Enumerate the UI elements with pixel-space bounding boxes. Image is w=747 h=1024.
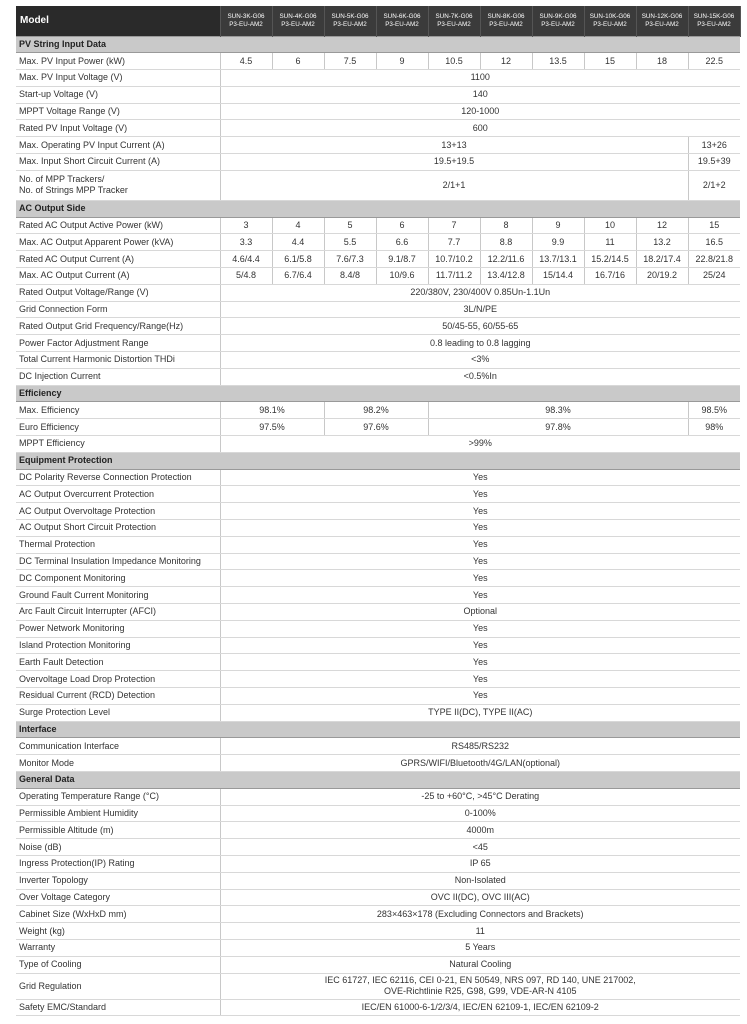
model-value: 9 xyxy=(376,53,428,70)
model-value: 12 xyxy=(480,53,532,70)
row-label: Monitor Mode xyxy=(16,755,220,772)
spec-row xyxy=(16,284,740,301)
spec-row xyxy=(16,923,740,940)
model-value: 6.1/5.8 xyxy=(272,251,324,268)
row-label: AC Output Overvoltage Protection xyxy=(16,503,220,520)
spec-row xyxy=(16,301,740,318)
spec-row xyxy=(16,318,740,335)
model-name: SUN-7K-G06 P3-EU-AM2 xyxy=(428,6,480,36)
model-value: 8.4/8 xyxy=(324,268,376,285)
spec-row xyxy=(16,654,740,671)
row-label: Max. Efficiency xyxy=(16,402,220,419)
spec-row xyxy=(16,687,740,704)
section-title: Efficiency xyxy=(16,385,740,402)
row-value: 120-1000 xyxy=(220,103,740,120)
row-label: Rated Output Voltage/Range (V) xyxy=(16,284,220,301)
row-value: >99% xyxy=(220,436,740,453)
spec-row xyxy=(16,486,740,503)
spec-row xyxy=(16,53,740,70)
spec-row xyxy=(16,855,740,872)
row-value: 13+13 xyxy=(220,137,688,154)
model-value: 15.2/14.5 xyxy=(584,251,636,268)
row-label: Over Voltage Category xyxy=(16,889,220,906)
spec-row xyxy=(16,335,740,352)
row-value: OVC II(DC), OVC III(AC) xyxy=(220,889,740,906)
row-value: RS485/RS232 xyxy=(220,738,740,755)
model-value: 7 xyxy=(428,217,480,234)
row-value: Yes xyxy=(220,520,740,537)
model-value: 3.3 xyxy=(220,234,272,251)
spec-row xyxy=(16,70,740,87)
row-value: <45 xyxy=(220,839,740,856)
row-value: Natural Cooling xyxy=(220,956,740,973)
model-name: SUN-3K-G06 P3-EU-AM2 xyxy=(220,6,272,36)
spec-row xyxy=(16,671,740,688)
model-value: 10/9.6 xyxy=(376,268,428,285)
row-value: 97.6% xyxy=(324,419,428,436)
spec-row xyxy=(16,805,740,822)
spec-row xyxy=(16,536,740,553)
spec-row xyxy=(16,999,740,1016)
section-ac xyxy=(16,200,740,217)
row-label: Euro Efficiency xyxy=(16,419,220,436)
row-label: Thermal Protection xyxy=(16,536,220,553)
spec-row xyxy=(16,120,740,137)
row-value: 2/1+2 xyxy=(688,170,740,200)
row-label: Weight (kg) xyxy=(16,923,220,940)
spec-row xyxy=(16,872,740,889)
section-efficiency xyxy=(16,385,740,402)
row-label: Power Factor Adjustment Range xyxy=(16,335,220,352)
row-label: Total Current Harmonic Distortion THDi xyxy=(16,352,220,369)
row-value: 4000m xyxy=(220,822,740,839)
row-label: AC Output Overcurrent Protection xyxy=(16,486,220,503)
section-interface xyxy=(16,721,740,738)
spec-row xyxy=(16,637,740,654)
section-title: AC Output Side xyxy=(16,200,740,217)
model-value: 4.4 xyxy=(272,234,324,251)
row-value: Yes xyxy=(220,620,740,637)
spec-row xyxy=(16,251,740,268)
row-value: 283×463×178 (Excluding Connectors and Brackets) xyxy=(220,906,740,923)
spec-row xyxy=(16,553,740,570)
model-value: 5/4.8 xyxy=(220,268,272,285)
row-label: Max. PV Input Voltage (V) xyxy=(16,70,220,87)
spec-row xyxy=(16,368,740,385)
section-pv xyxy=(16,36,740,53)
row-label: Communication Interface xyxy=(16,738,220,755)
model-value: 15 xyxy=(688,217,740,234)
model-value: 8.8 xyxy=(480,234,532,251)
row-value: <0.5%In xyxy=(220,368,740,385)
model-value: 4.5 xyxy=(220,53,272,70)
row-label: Grid Regulation xyxy=(16,973,220,999)
row-label: Arc Fault Circuit Interrupter (AFCI) xyxy=(16,604,220,621)
spec-row xyxy=(16,520,740,537)
row-value: 19.5+39 xyxy=(688,154,740,171)
row-value: Yes xyxy=(220,486,740,503)
row-label: Permissible Ambient Humidity xyxy=(16,805,220,822)
row-value: Yes xyxy=(220,687,740,704)
model-value: 4.6/4.4 xyxy=(220,251,272,268)
section-protection xyxy=(16,452,740,469)
spec-table xyxy=(16,6,741,1016)
row-value: GPRS/WIFI/Bluetooth/4G/LAN(optional) xyxy=(220,755,740,772)
row-value: Yes xyxy=(220,553,740,570)
spec-row xyxy=(16,973,740,999)
row-label: Max. PV Input Power (kW) xyxy=(16,53,220,70)
model-value: 16.5 xyxy=(688,234,740,251)
model-value: 7.6/7.3 xyxy=(324,251,376,268)
spec-row xyxy=(16,170,740,200)
row-label: Overvoltage Load Drop Protection xyxy=(16,671,220,688)
model-name: SUN-5K-G06 P3-EU-AM2 xyxy=(324,6,376,36)
row-value: 98% xyxy=(688,419,740,436)
model-value: 11 xyxy=(584,234,636,251)
section-title: PV String Input Data xyxy=(16,36,740,53)
row-value: 19.5+19.5 xyxy=(220,154,688,171)
row-value: 50/45-55, 60/55-65 xyxy=(220,318,740,335)
row-value: IEC 61727, IEC 62116, CEI 0-21, EN 50549, NRS 097, RD 140, UNE 217002, OVE-Richtlinie R25, G98, G99, VDE-AR-N 4105 xyxy=(220,973,740,999)
row-label: Noise (dB) xyxy=(16,839,220,856)
model-value: 18 xyxy=(636,53,688,70)
row-label: Residual Current (RCD) Detection xyxy=(16,687,220,704)
model-value: 15/14.4 xyxy=(532,268,584,285)
model-value: 6.7/6.4 xyxy=(272,268,324,285)
row-label: Island Protection Monitoring xyxy=(16,637,220,654)
model-value: 8 xyxy=(480,217,532,234)
spec-row xyxy=(16,419,740,436)
row-label: DC Component Monitoring xyxy=(16,570,220,587)
row-label: Max. Operating PV Input Current (A) xyxy=(16,137,220,154)
model-value: 10.7/10.2 xyxy=(428,251,480,268)
spec-row xyxy=(16,503,740,520)
model-name: SUN-9K-G06 P3-EU-AM2 xyxy=(532,6,584,36)
row-label: Max. AC Output Current (A) xyxy=(16,268,220,285)
model-label: Model xyxy=(16,6,220,36)
spec-row xyxy=(16,788,740,805)
row-label: Inverter Topology xyxy=(16,872,220,889)
row-value: 2/1+1 xyxy=(220,170,688,200)
spec-row xyxy=(16,570,740,587)
row-value: 11 xyxy=(220,923,740,940)
spec-row xyxy=(16,469,740,486)
model-value: 10 xyxy=(584,217,636,234)
row-value: Yes xyxy=(220,536,740,553)
row-label: Permissible Altitude (m) xyxy=(16,822,220,839)
row-value: Yes xyxy=(220,469,740,486)
model-value: 7.7 xyxy=(428,234,480,251)
row-value: 98.2% xyxy=(324,402,428,419)
row-value: 600 xyxy=(220,120,740,137)
model-value: 12 xyxy=(636,217,688,234)
model-value: 7.5 xyxy=(324,53,376,70)
row-value: Optional xyxy=(220,604,740,621)
model-name: SUN-8K-G06 P3-EU-AM2 xyxy=(480,6,532,36)
spec-row xyxy=(16,587,740,604)
spec-row xyxy=(16,738,740,755)
row-label: Rated Output Grid Frequency/Range(Hz) xyxy=(16,318,220,335)
row-label: DC Terminal Insulation Impedance Monitoring xyxy=(16,553,220,570)
spec-row xyxy=(16,352,740,369)
row-label: Rated AC Output Active Power (kW) xyxy=(16,217,220,234)
row-label: DC Polarity Reverse Connection Protection xyxy=(16,469,220,486)
row-label: MPPT Efficiency xyxy=(16,436,220,453)
model-value: 9.1/8.7 xyxy=(376,251,428,268)
row-value: 140 xyxy=(220,86,740,103)
row-value: Yes xyxy=(220,671,740,688)
model-value: 5 xyxy=(324,217,376,234)
model-value: 22.5 xyxy=(688,53,740,70)
spec-row xyxy=(16,402,740,419)
row-value: 98.3% xyxy=(428,402,688,419)
spec-row xyxy=(16,939,740,956)
row-label: Rated PV Input Voltage (V) xyxy=(16,120,220,137)
model-value: 18.2/17.4 xyxy=(636,251,688,268)
section-title: General Data xyxy=(16,771,740,788)
row-label: No. of MPP Trackers/ No. of Strings MPP Tracker xyxy=(16,170,220,200)
row-label: Type of Cooling xyxy=(16,956,220,973)
row-label: Ground Fault Current Monitoring xyxy=(16,587,220,604)
spec-row xyxy=(16,822,740,839)
row-value: 98.5% xyxy=(688,402,740,419)
row-label: Grid Connection Form xyxy=(16,301,220,318)
row-value: <3% xyxy=(220,352,740,369)
row-label: Start-up Voltage (V) xyxy=(16,86,220,103)
row-label: Operating Temperature Range (°C) xyxy=(16,788,220,805)
model-value: 6 xyxy=(376,217,428,234)
model-value: 13.7/13.1 xyxy=(532,251,584,268)
row-value: IEC/EN 61000-6-1/2/3/4, IEC/EN 62109-1, IEC/EN 62109-2 xyxy=(220,999,740,1016)
row-label: AC Output Short Circuit Protection xyxy=(16,520,220,537)
row-label: Surge Protection Level xyxy=(16,704,220,721)
row-value: 0-100% xyxy=(220,805,740,822)
row-label: Rated AC Output Current (A) xyxy=(16,251,220,268)
model-value: 12.2/11.6 xyxy=(480,251,532,268)
row-value: 13+26 xyxy=(688,137,740,154)
row-label: Cabinet Size (WxHxD mm) xyxy=(16,906,220,923)
spec-row xyxy=(16,268,740,285)
model-value: 20/19.2 xyxy=(636,268,688,285)
row-value: 97.8% xyxy=(428,419,688,436)
model-value: 11.7/11.2 xyxy=(428,268,480,285)
spec-row xyxy=(16,154,740,171)
spec-row xyxy=(16,217,740,234)
spec-row xyxy=(16,906,740,923)
row-value: 3L/N/PE xyxy=(220,301,740,318)
header-row xyxy=(16,6,740,36)
row-value: -25 to +60°C, >45°C Derating xyxy=(220,788,740,805)
section-title: Interface xyxy=(16,721,740,738)
model-value: 22.8/21.8 xyxy=(688,251,740,268)
model-value: 10.5 xyxy=(428,53,480,70)
row-label: Power Network Monitoring xyxy=(16,620,220,637)
row-value: 1100 xyxy=(220,70,740,87)
spec-row xyxy=(16,103,740,120)
model-name: SUN-12K-G06 P3-EU-AM2 xyxy=(636,6,688,36)
row-value: Yes xyxy=(220,654,740,671)
spec-row xyxy=(16,956,740,973)
model-value: 5.5 xyxy=(324,234,376,251)
spec-row xyxy=(16,137,740,154)
model-value: 13.5 xyxy=(532,53,584,70)
row-label: DC Injection Current xyxy=(16,368,220,385)
model-name: SUN-15K-G06 P3-EU-AM2 xyxy=(688,6,740,36)
model-value: 3 xyxy=(220,217,272,234)
spec-row xyxy=(16,704,740,721)
row-value: 97.5% xyxy=(220,419,324,436)
row-value: 0.8 leading to 0.8 lagging xyxy=(220,335,740,352)
spec-row xyxy=(16,604,740,621)
model-name: SUN-6K-G06 P3-EU-AM2 xyxy=(376,6,428,36)
model-value: 4 xyxy=(272,217,324,234)
section-general xyxy=(16,771,740,788)
row-value: Yes xyxy=(220,503,740,520)
spec-row xyxy=(16,755,740,772)
row-label: Warranty xyxy=(16,939,220,956)
section-title: Equipment Protection xyxy=(16,452,740,469)
row-label: Earth Fault Detection xyxy=(16,654,220,671)
row-label: MPPT Voltage Range (V) xyxy=(16,103,220,120)
row-label: Ingress Protection(IP) Rating xyxy=(16,855,220,872)
spec-row xyxy=(16,436,740,453)
row-label: Safety EMC/Standard xyxy=(16,999,220,1016)
spec-row xyxy=(16,839,740,856)
row-value: Yes xyxy=(220,587,740,604)
row-value: 220/380V, 230/400V 0.85Un-1.1Un xyxy=(220,284,740,301)
spec-sheet xyxy=(16,6,740,1016)
model-value: 16.7/16 xyxy=(584,268,636,285)
row-value: IP 65 xyxy=(220,855,740,872)
spec-row xyxy=(16,234,740,251)
row-value: Non-Isolated xyxy=(220,872,740,889)
row-value: 5 Years xyxy=(220,939,740,956)
spec-row xyxy=(16,86,740,103)
spec-row xyxy=(16,620,740,637)
model-name: SUN-10K-G06 P3-EU-AM2 xyxy=(584,6,636,36)
model-value: 6 xyxy=(272,53,324,70)
row-value: TYPE II(DC), TYPE II(AC) xyxy=(220,704,740,721)
model-value: 6.6 xyxy=(376,234,428,251)
model-name: SUN-4K-G06 P3-EU-AM2 xyxy=(272,6,324,36)
model-value: 9 xyxy=(532,217,584,234)
model-value: 9.9 xyxy=(532,234,584,251)
row-value: 98.1% xyxy=(220,402,324,419)
row-label: Max. Input Short Circuit Current (A) xyxy=(16,154,220,171)
row-label: Max. AC Output Apparent Power (kVA) xyxy=(16,234,220,251)
model-value: 25/24 xyxy=(688,268,740,285)
model-value: 13.2 xyxy=(636,234,688,251)
row-value: Yes xyxy=(220,637,740,654)
row-value: Yes xyxy=(220,570,740,587)
model-value: 13.4/12.8 xyxy=(480,268,532,285)
spec-row xyxy=(16,889,740,906)
model-value: 15 xyxy=(584,53,636,70)
